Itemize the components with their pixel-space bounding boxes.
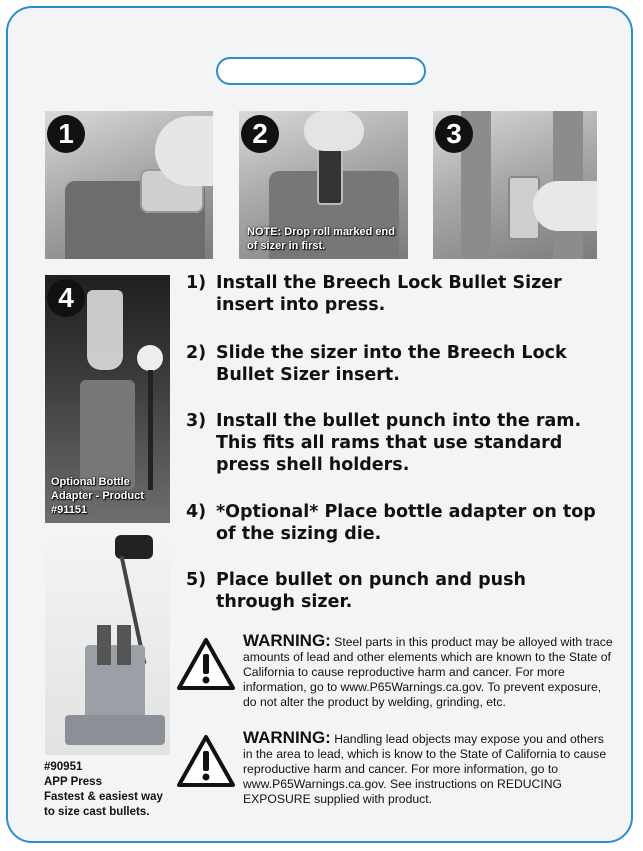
step-text: Install the bullet punch into the ram. This fits all rams that use standard press shell holders. [216, 411, 582, 475]
warning-text [243, 730, 613, 807]
warning-icon [176, 734, 236, 788]
step-2-note: NOTE: Drop roll marked end of sizer in first. [247, 226, 395, 252]
step-2-photo [239, 111, 408, 259]
press-name: APP Press [44, 776, 102, 788]
press-product-number: #90951 [44, 761, 83, 773]
hang-hole [216, 57, 426, 85]
press-caption [44, 760, 194, 820]
step-number: 4) [186, 502, 207, 522]
warning-body: Handling lead objects may expose you and others in the area to lead, which is know to the State of California to cause reproductive harm and cancer. For more information, go to www.P65Warnings.ca.gov. See instructions on REDUCING EXPOSURE supplied with product. [243, 732, 607, 806]
die-shape [117, 625, 131, 665]
warning-icon [176, 637, 236, 691]
step-number: 1) [186, 273, 207, 293]
step-text: *Optional* Place bottle adapter on top of the sizing die. [216, 502, 596, 544]
step-text: Slide the sizer into the Breech Lock Bullet Sizer insert. [216, 343, 567, 385]
app-press-photo [45, 530, 170, 755]
hand-shape [533, 181, 597, 231]
step-number: 3) [186, 411, 207, 431]
die-shape [97, 625, 111, 665]
warning-text [243, 633, 613, 710]
handle-rod-shape [148, 370, 153, 490]
step-2-number: 2 [241, 115, 279, 153]
handle-ball-shape [137, 345, 163, 371]
frame-shape [80, 380, 135, 490]
bottle-shape [87, 290, 123, 370]
press-tagline-2: to size cast bullets. [44, 806, 150, 818]
step-1-photo [45, 111, 213, 259]
step-3-number: 3 [435, 115, 473, 153]
sizer-shape [317, 146, 343, 205]
press-body-shape [85, 645, 145, 725]
step-text: Place bullet on punch and push through sizer. [216, 570, 526, 612]
warning-heading: WARNING: [243, 631, 331, 650]
hand-shape [304, 111, 364, 151]
warning-body: Steel parts in this product may be alloyed with trace amounts of lead and other elements which are known to the State of California to cause reproductive harm and cancer. For more information, go to www.P65Warnings.ca.gov. To prevent exposure, do not alter the product by welding, grinding, etc. [243, 635, 613, 709]
step-1-number: 1 [47, 115, 85, 153]
step-number: 2) [186, 343, 207, 363]
step-4-number: 4 [47, 279, 85, 317]
warning-heading: WARNING: [243, 728, 331, 747]
press-tagline-1: Fastest & easiest way [44, 791, 163, 803]
press-base-shape [65, 715, 165, 745]
step-4-caption: Optional Bottle Adapter - Product #91151 [51, 476, 144, 516]
step-text: Install the Breech Lock Bullet Sizer insert into press. [216, 273, 562, 315]
step-4-photo [45, 275, 170, 523]
step-number: 5) [186, 570, 207, 590]
step-3-photo [433, 111, 597, 259]
